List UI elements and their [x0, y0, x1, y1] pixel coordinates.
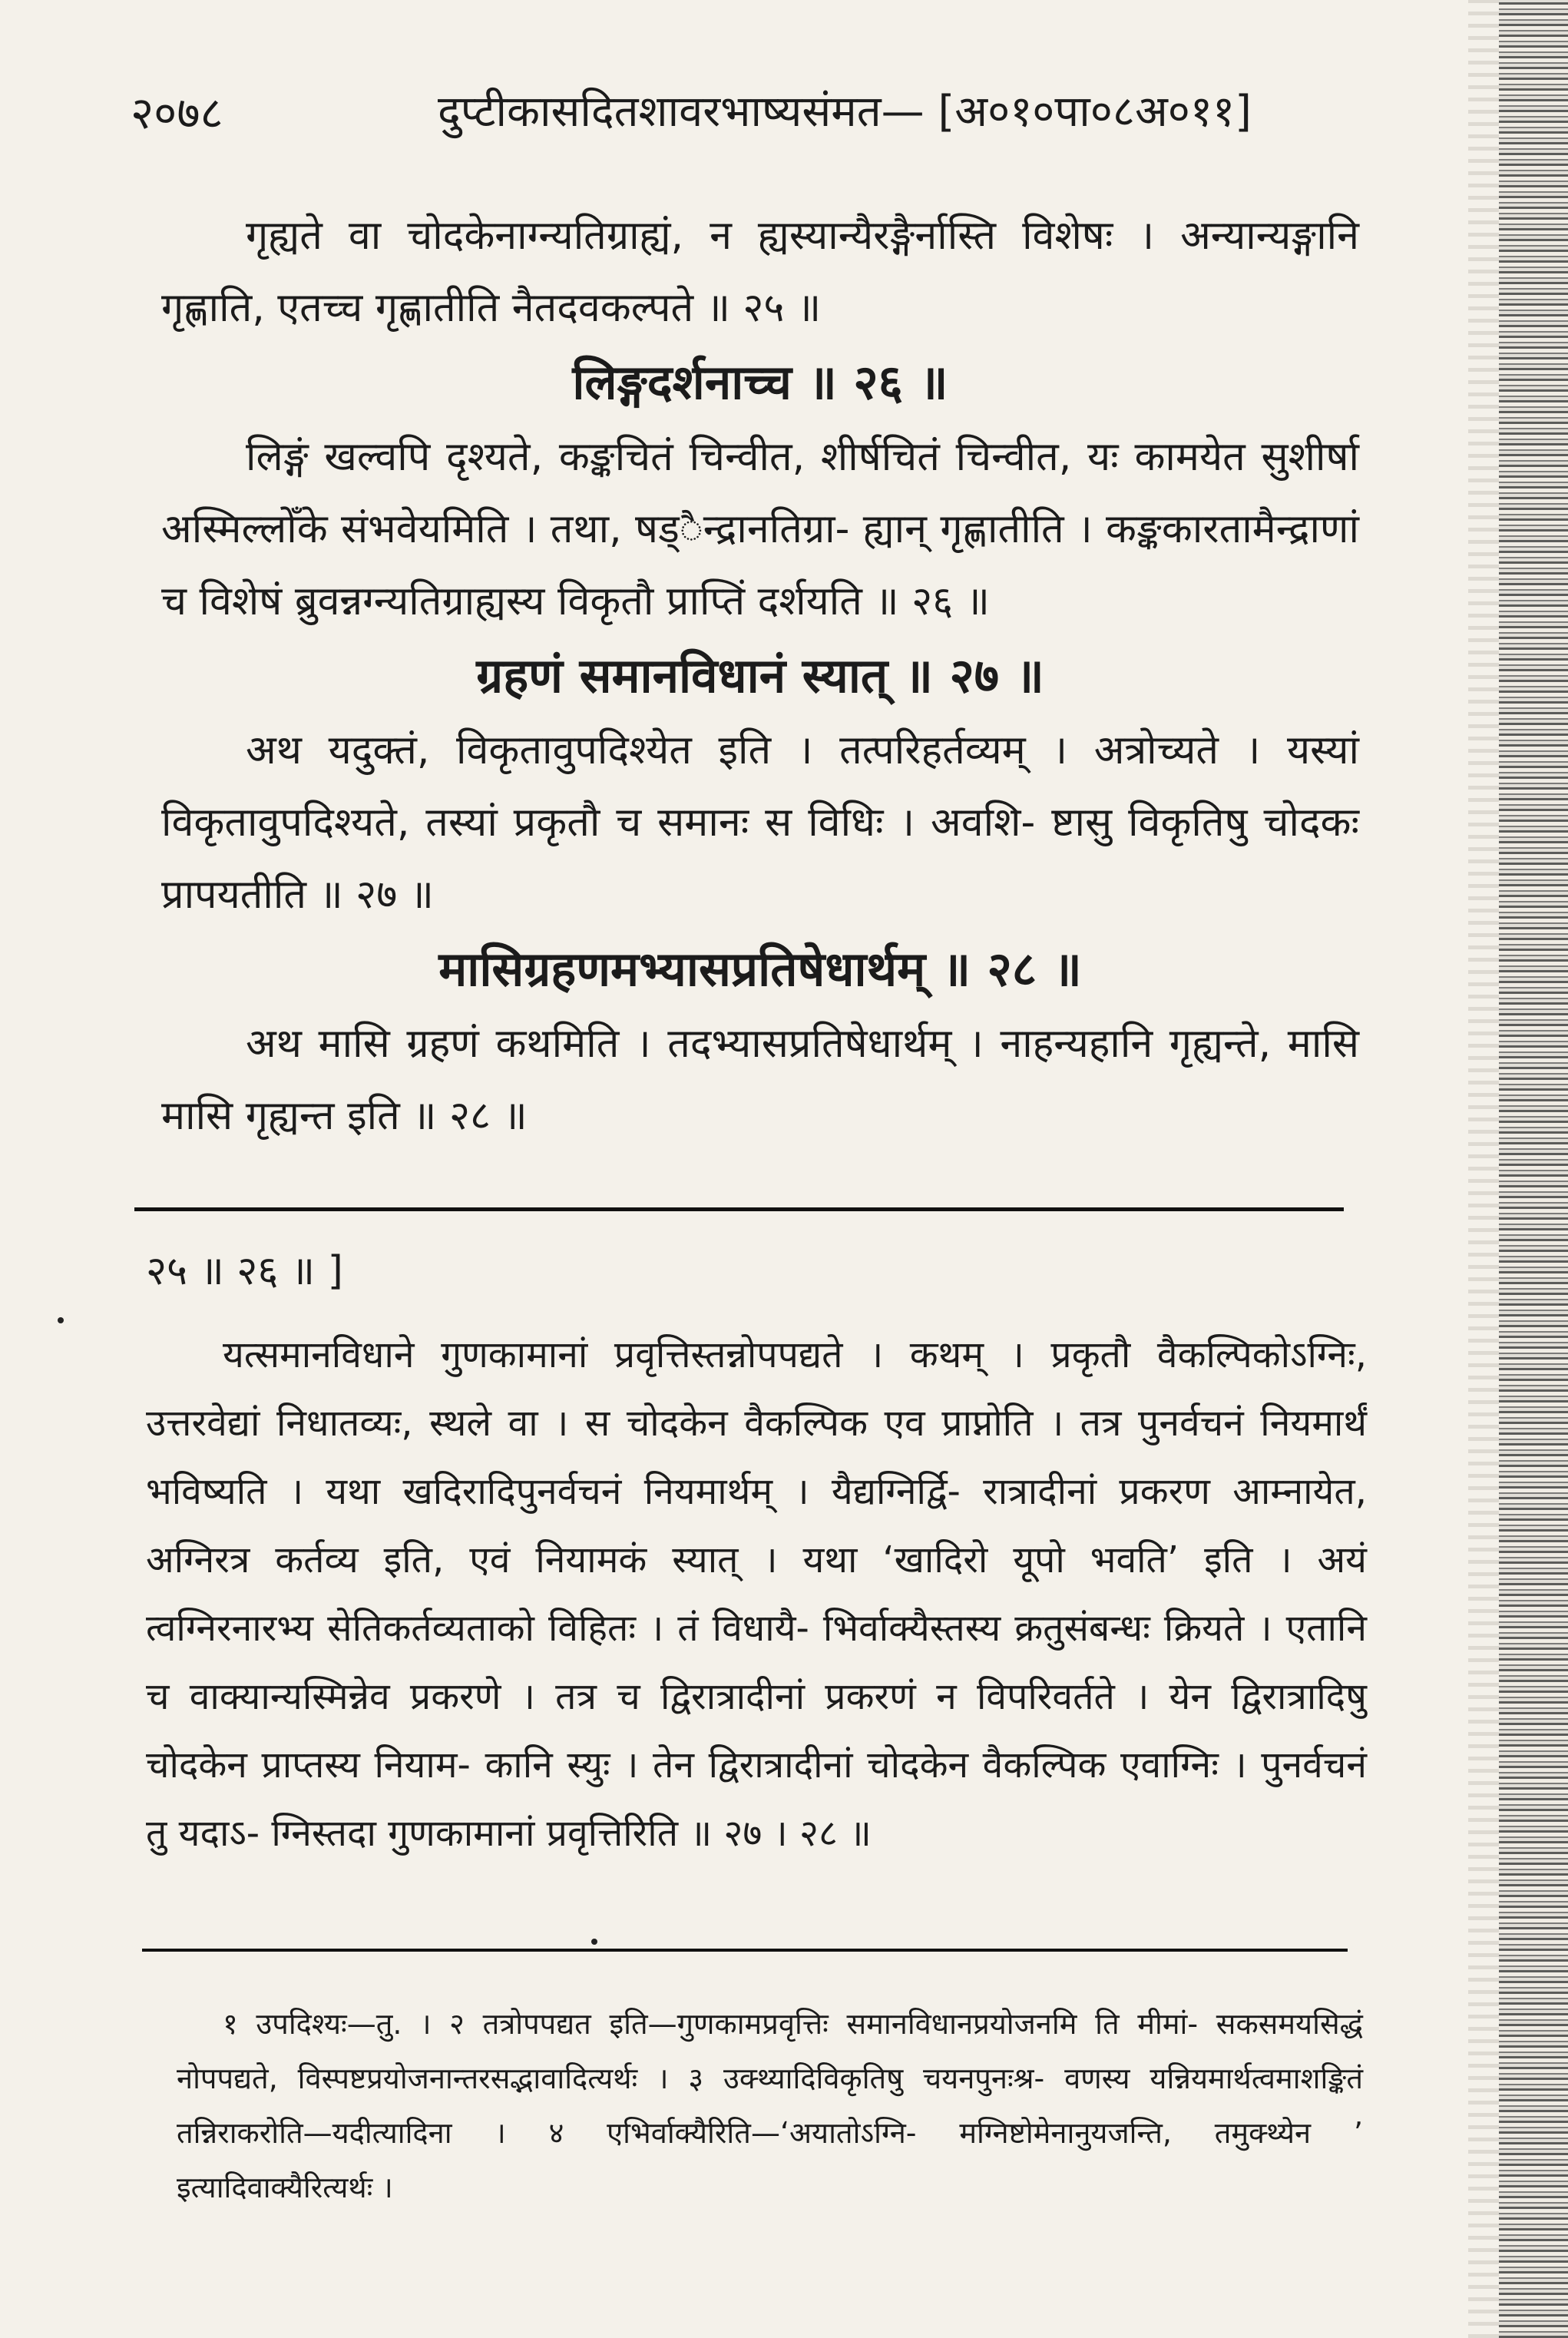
paragraph-25: गृह्यते वा चोदकेनाग्न्यतिग्राह्यं, न ह्यस्यान्यैरङ्गैर्नास्ति विशेषः । अन्यान्यङ्गानि गृह्णाति, एतच्च गृह्णातीति नैतदवकल्पते ॥ २५ ॥ — [161, 213, 1359, 331]
paragraph-28: अथ मासि ग्रहणं कथमिति । तदभ्यासप्रतिषेधार्थम् । नाहन्यहानि गृह्यन्ते, मासि मासि गृह्यन्त इति ॥ २८ ॥ — [161, 1021, 1359, 1139]
sutra-26: लिङ्गदर्शनाच्च ॥ २६ ॥ — [572, 354, 948, 410]
scan-shadow — [1468, 0, 1499, 2338]
footnotes — [177, 1997, 1363, 2215]
footnote-text: १ उपदिश्यः—तु. । २ तत्रोपपद्यत इति—गुणकामप्रवृत्तिः समानविधानप्रयोजनमि ति मीमां- सकसमयसिद्धं नोपपद्यते, विस्पष्टप्रयोजनान्तरसद्भावादित्यर्थः । ३ उक्थ्यादिविकृतिषु चयनपुनःश्र- वणस्य यन्नियमार्थत्वमाशङ्कितं तन्निराकरोति—यदीत्यादिना । ४ एभिर्वाक्यैरिति—‘अयातोऽग्नि- मग्निष्टोमेनानुयजन्ति, तमुक्थ्येन ’ इत्यादिवाक्यैरित्यर्थः । — [177, 2007, 1363, 2204]
commentary-heading: २५ ॥ २६ ॥ ] — [146, 1248, 343, 1294]
page-header — [131, 81, 1351, 157]
commentary-text: यत्समानविधाने गुणकामानां प्रवृत्तिस्तन्नोपपद्यते । कथम् । प्रकृतौ वैकल्पिकोऽग्निः, उत्तरवेद्यां निधातव्यः, स्थले वा । स चोदकेन वैकल्पिक एव प्राप्नोति । तत्र पुनर्वचनं नियमार्थं भविष्यति । यथा खदिरादिपुनर्वचनं नियमार्थम् । यैद्यग्निर्द्वि- रात्रादीनां प्रकरण आम्नायेत, अग्निरत्र कर्तव्य इति, एवं नियामकं स्यात् । यथा ‘खादिरो यूपो भवति’ इति । अयं त्वग्निरनारभ्य सेतिकर्तव्यताको विहितः । तं विधायै- भिर्वाक्यैस्तस्य क्रतुसंबन्धः क्रियते । एतानि च वाक्यान्यस्मिन्नेव प्रकरणे । तत्र च द्विरात्रादीनां प्रकरणं न विपरिवर्तते । येन द्विरात्रादिषु चोदकेन प्राप्तस्य नियाम- कानि स्युः । तेन द्विरात्रादीनां चोदकेन वैकल्पिक एवाग्निः । पुनर्वचनं तु यदाऽ- ग्निस्तदा गुणकामानां प्रवृत्तिरिति ॥ २७ । २८ ॥ — [146, 1333, 1367, 1855]
page-number: २०७८ — [131, 87, 223, 139]
ink-speck — [591, 1939, 597, 1945]
sutra-28: मासिग्रहणमभ्यासप्रतिषेधार्थम् ॥ २८ ॥ — [438, 941, 1082, 997]
commentary-section — [146, 1237, 1367, 1868]
paragraph-26: लिङ्गं खल्वपि दृश्यते, कङ्कचितं चिन्वीत, शीर्षचितं चिन्वीत, यः कामयेत सुशीर्षा अस्मिल्लोँके संभवेयमिति । तथा, षड्ैन्द्रानतिग्रा- ह्यान् गृह्णातीति । कङ्ककारतामैन्द्राणां च विशेषं ब्रुवन्नग्न्यतिग्राह्यस्य विकृतौ प्राप्तिं दर्शयति ॥ २६ ॥ — [161, 434, 1359, 624]
paragraph-27: अथ यदुक्तं, विकृतावुपदिश्येत इति । तत्परिहर्तव्यम् । अत्रोच्यते । यस्यां विकृतावुपदिश्यते, तस्यां प्रकृतौ च समानः स विधिः । अवशि- ष्टासु विकृतिषु चोदकः प्रापयतीति ॥ २७ ॥ — [161, 727, 1359, 918]
main-text — [161, 200, 1359, 1152]
sutra-27: ग्रहणं समानविधानं स्यात् ॥ २७ ॥ — [476, 647, 1044, 704]
ink-speck — [58, 1317, 64, 1323]
divider-rule-bottom — [142, 1949, 1348, 1952]
scan-edge-noise — [1499, 0, 1568, 2338]
divider-rule-top — [134, 1207, 1344, 1211]
running-head: दुप्टीकासदितशावरभाष्यसंमत— [अ०१०पा०८अ०११] — [438, 87, 1252, 137]
